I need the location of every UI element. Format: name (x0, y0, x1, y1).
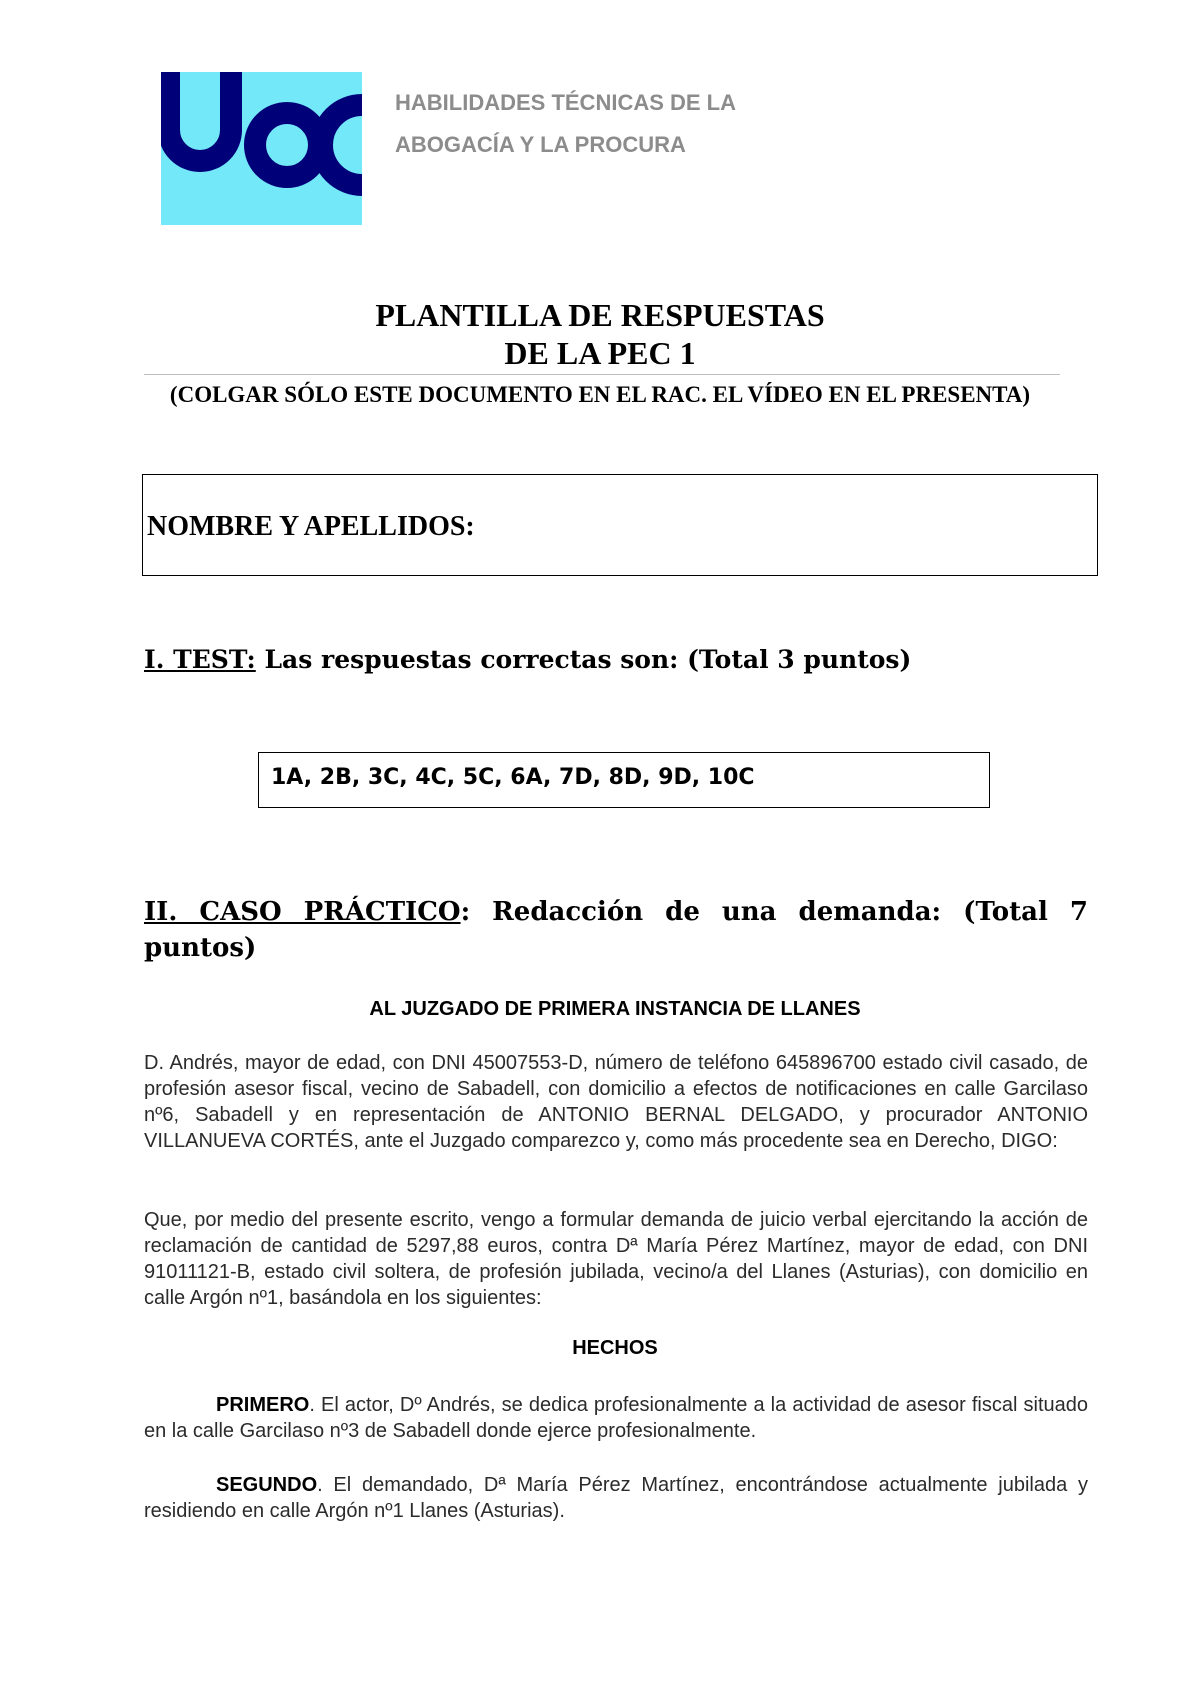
hecho-primero-text: . El actor, Dº Andrés, se dedica profesionalmente a la actividad de asesor fiscal situado en la calle Garcilaso nº3 de Sabadell donde ejerce profesionalmente. (144, 1394, 1088, 1442)
course-title-line1: HABILIDADES TÉCNICAS DE LA (395, 90, 737, 115)
course-title-line2: ABOGACÍA Y LA PROCURA (395, 132, 686, 157)
title-divider (144, 374, 1060, 375)
section-case-label: II. CASO PRÁCTICO (144, 897, 461, 927)
course-title (395, 82, 736, 166)
section-test-label: I. TEST: (144, 645, 256, 674)
section-case-heading (144, 894, 1088, 966)
document-subtitle: (COLGAR SÓLO ESTE DOCUMENTO EN EL RAC. EL VÍDEO EN EL PRESENTA) (169, 382, 1031, 407)
court-heading: AL JUZGADO DE PRIMERA INSTANCIA DE LLANES (369, 998, 861, 1020)
hecho-segundo-text: . El demandado, Dª María Pérez Martínez, encontrándose actualmente jubilada y residiendo en calle Argón nº1 Llanes (Asturias). (144, 1474, 1088, 1522)
answers-text: 1A, 2B, 3C, 4C, 5C, 6A, 7D, 8D, 9D, 10C (271, 765, 755, 790)
hecho-segundo-label: SEGUNDO (216, 1474, 318, 1496)
uoc-logo (161, 72, 362, 225)
section-test-text: Las respuestas correctas son: (Total 3 puntos) (255, 645, 912, 674)
hecho-primero-label: PRIMERO (216, 1394, 310, 1416)
name-label: NOMBRE Y APELLIDOS: (147, 511, 475, 542)
title-line2: DE LA PEC 1 (504, 335, 696, 371)
paragraph-1: D. Andrés, mayor de edad, con DNI 45007553-D, número de teléfono 645896700 estado civil casado, de profesión asesor fiscal, vecino de Sabadell, con domicilio a efectos de notificaciones en calle Garcilaso nº6, Sabadell y en representación de ANTONIO BERNAL DELGADO, y procurador ANTONIO VILLANUEVA CORTÉS, ante el Juzgado comparezco y, como más procedente sea en Derecho, DIGO: (144, 1052, 1088, 1152)
title-line1: PLANTILLA DE RESPUESTAS (375, 297, 825, 333)
document-title (140, 296, 1060, 372)
answers-box (258, 752, 990, 808)
paragraph-2: Que, por medio del presente escrito, vengo a formular demanda de juicio verbal ejercitando la acción de reclamación de cantidad de 5297,88 euros, contra Dª María Pérez Martínez, mayor de edad, con DNI 91011121-B, estado civil soltera, de profesión jubilada, vecino/a del Llanes (Asturias), con domicilio en calle Argón nº1, basándola en los siguientes: (144, 1209, 1088, 1309)
hecho-primero (144, 1392, 1088, 1444)
hecho-segundo (144, 1472, 1088, 1524)
section-case-text: : Redacción de una demanda: (Total 7 puntos) (144, 897, 1088, 963)
hechos-heading: HECHOS (572, 1337, 658, 1359)
name-box (142, 474, 1098, 576)
section-test-heading (144, 645, 911, 674)
